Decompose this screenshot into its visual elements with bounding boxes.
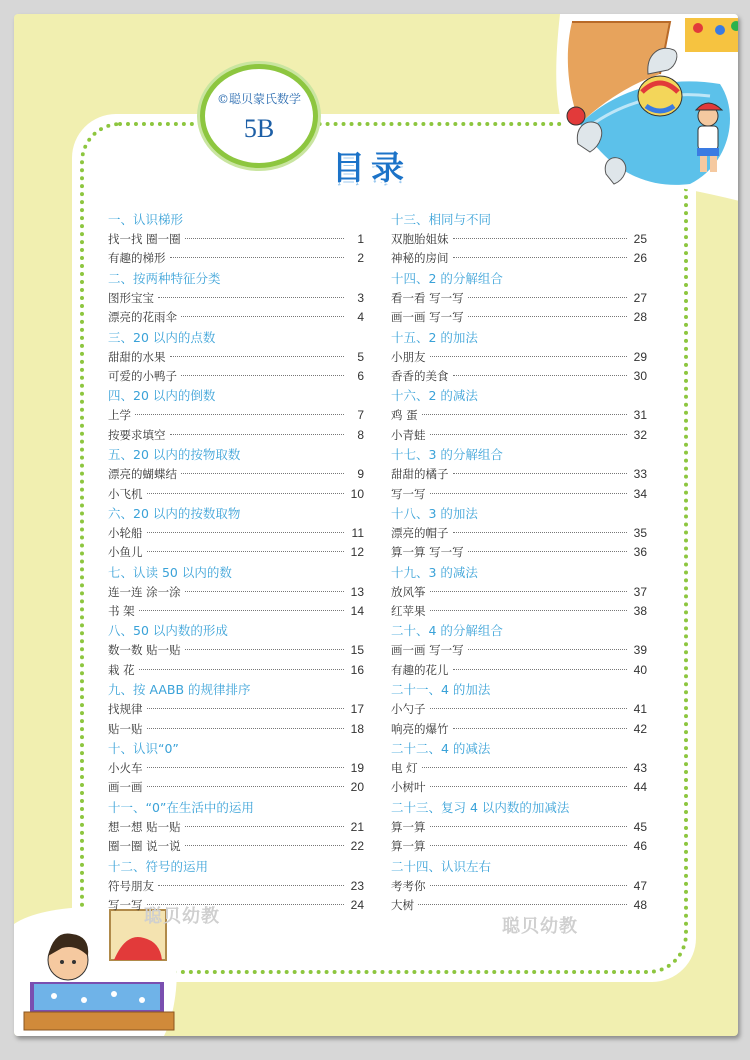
toc-entry-name: 可爱的小鸭子 [108,368,177,383]
toc-section-title: 十四、2 的分解组合 [391,270,503,286]
watermark: 聪贝幼教 [144,906,220,927]
toc-entry [391,778,647,797]
toc-entry-page: 8 [357,427,364,442]
toc-entry-page: 3 [357,290,364,305]
toc-entry [108,465,364,484]
toc-entry [391,641,647,660]
toc-entry-name: 甜甜的橘子 [391,467,449,482]
toc-entry [391,426,647,445]
toc-section-title: 五、20 以内的按物取数 [108,447,241,463]
toc-entry-name: 大树 [391,897,414,912]
toc-entry [391,837,647,856]
toc-entry [108,426,364,445]
toc-entry-name: 写一写 [391,486,426,501]
toc-entry-page: 12 [350,545,364,560]
toc-entry-name: 看一看 写一写 [391,290,464,305]
dot-leader [185,826,344,827]
toc-section-title: 二十四、认识左右 [391,858,492,874]
toc-entry-page: 7 [357,408,364,423]
toc-entry-name: 电 灯 [391,761,418,776]
dot-leader [185,649,344,650]
dot-leader [468,551,627,552]
toc-section-title: 二十一、4 的加法 [391,682,491,698]
toc-entry [108,230,364,249]
dot-leader [430,826,628,827]
toc-section-title: 六、20 以内的按数取物 [108,505,241,521]
toc-section-title: 九、按 AABB 的规律排序 [108,682,251,698]
toc-section-title: 二十二、4 的减法 [391,741,491,757]
dot-leader [147,904,345,905]
toc-entry [391,406,647,425]
toc-entry [391,759,647,778]
toc-section-title: 一、认识梯形 [108,212,184,227]
toc-entry-name: 放风筝 [391,584,426,599]
toc-entry-name: 漂亮的帽子 [391,525,449,540]
dot-leader [453,532,628,533]
toc-entry-name: 小火车 [108,761,143,776]
toc-entry [108,759,364,778]
toc-entry-page: 14 [350,604,364,619]
dot-leader [418,904,627,905]
toc-entry-page: 2 [357,251,364,266]
toc-entry-name: 写一写 [108,897,143,912]
toc-entry-name: 小勺子 [391,702,426,717]
toc-entry [108,348,364,367]
toc-entry-name: 符号朋友 [108,878,154,893]
toc-entry-page: 39 [633,643,647,658]
toc-entry-page: 1 [357,232,364,246]
toc-entry-name: 想一想 贴一贴 [108,819,181,834]
toc-entry [391,877,647,896]
dot-leader [185,238,344,239]
toc-entry-page: 46 [633,839,647,854]
sea-lion-show-illustration [550,14,738,204]
toc-section-title: 七、认读 50 以内的数 [108,564,232,580]
toc-entry [108,641,364,660]
toc-entry-page: 40 [633,662,647,677]
dot-leader [147,767,345,768]
toc-entry-page: 42 [633,721,647,736]
toc-entry-name: 漂亮的蝴蝶结 [108,467,177,482]
toc-entry-page: 30 [633,368,647,383]
dot-leader [453,473,628,474]
toc-entry-page: 10 [350,486,364,501]
toc-entry [391,720,647,739]
toc-entry-name: 小鱼儿 [108,545,143,560]
dot-leader [139,669,344,670]
toc-entry-name: 算一算 写一写 [391,545,464,560]
toc-entry-name: 算一算 [391,839,426,854]
toc-entry [108,583,364,602]
toc-entry-page: 45 [633,819,647,834]
toc-entry [391,818,647,837]
toc-entry-page: 47 [633,878,647,893]
toc-entry-name: 有趣的梯形 [108,251,166,266]
toc-entry-name: 贴一贴 [108,721,143,736]
dot-leader [430,885,628,886]
toc-entry-name: 神秘的房间 [391,251,449,266]
toc-entry-name: 小青蛙 [391,427,426,442]
toc-entry-name: 鸡 蛋 [391,408,418,423]
toc-entry [391,661,647,680]
toc-entry [108,543,364,562]
toc-entry-name: 连一连 涂一涂 [108,584,181,599]
toc-entry-page: 16 [350,662,364,677]
dot-leader [453,669,628,670]
toc-entry-page: 33 [633,467,647,482]
toc-entry-name: 有趣的花儿 [391,662,449,677]
toc-entry [108,308,364,327]
dot-leader [170,257,345,258]
toc-entry-page: 25 [633,232,647,246]
dot-leader [430,610,628,611]
toc-entry-name: 找规律 [108,702,143,717]
dot-leader [139,610,344,611]
toc-entry-page: 43 [633,761,647,776]
toc-entry-page: 26 [633,251,647,266]
toc-entry-name: 书 架 [108,604,135,619]
toc-entry-name: 红苹果 [391,604,426,619]
toc-entry-page: 22 [350,839,364,854]
toc-section-title: 十三、相同与不同 [391,212,492,227]
dot-leader [453,728,628,729]
dot-leader [185,845,344,846]
dot-leader [430,434,628,435]
toc-entry-page: 18 [350,721,364,736]
toc-entry-page: 6 [357,368,364,383]
dot-leader [147,551,345,552]
toc-entry [108,896,364,915]
toc-entry [108,700,364,719]
dot-leader [422,767,627,768]
toc-entry [108,524,364,543]
toc-entry-name: 算一算 [391,819,426,834]
toc-entry-name: 小朋友 [391,349,426,364]
dot-leader [430,493,628,494]
toc-entry [391,348,647,367]
toc-entry-name: 画一画 写一写 [391,310,464,325]
dot-leader [170,356,345,357]
dot-leader [135,414,344,415]
toc-entry-name: 小飞机 [108,486,143,501]
dot-leader [468,649,627,650]
toc-entry-page: 44 [633,780,647,795]
toc-entry-page: 38 [633,604,647,619]
dot-leader [453,238,628,239]
toc-entry-page: 32 [633,427,647,442]
toc-entry-name: 数一数 贴一贴 [108,643,181,658]
toc-entry [391,543,647,562]
toc-entry [108,289,364,308]
toc-section-title: 十六、2 的减法 [391,388,478,404]
toc-entry-name: 甜甜的水果 [108,349,166,364]
toc-section-title: 十五、2 的加法 [391,329,478,345]
toc-section-title: 十八、3 的加法 [391,505,478,521]
page-title: 目录 [332,148,410,187]
toc-entry [391,700,647,719]
dot-leader [181,375,344,376]
toc-section-title: 二、按两种特征分类 [108,270,221,286]
toc-entry-page: 35 [633,525,647,540]
toc-entry-name: 考考你 [391,878,426,893]
dot-leader [430,786,628,787]
toc-entry-page: 31 [633,408,647,423]
toc-entry [108,720,364,739]
toc-entry [108,778,364,797]
toc-entry [108,249,364,268]
dot-leader [158,297,344,298]
dot-leader [430,708,628,709]
toc-entry [108,837,364,856]
toc-section-title: 十七、3 的分解组合 [391,447,503,463]
toc-section-title: 八、50 以内数的形成 [108,623,228,639]
dot-leader [147,708,345,709]
dot-leader [170,434,345,435]
toc-entry-name: 圈一圈 说一说 [108,839,181,854]
toc-entry-page: 24 [350,897,364,912]
toc-section-title: 三、20 以内的点数 [108,329,216,345]
toc-entry [391,602,647,621]
dot-leader [468,316,627,317]
toc-section-title: 二十、4 的分解组合 [391,623,503,639]
toc-entry-page: 28 [633,310,647,325]
dot-leader [430,591,628,592]
toc-entry-page: 11 [351,525,364,540]
toc-entry [108,818,364,837]
dot-leader [147,728,345,729]
toc-entry-page: 27 [633,290,647,305]
toc-section-title: 十九、3 的减法 [391,564,478,580]
toc-section-title: 十一、“0”在生活中的运用 [108,799,254,815]
toc-entry-page: 23 [350,878,364,893]
dot-leader [158,885,344,886]
dot-leader [181,473,344,474]
watermark: 聪贝幼教 [502,916,578,937]
toc-entry-page: 34 [633,486,647,501]
dot-leader [147,786,345,787]
toc-section-title: 十二、符号的运用 [108,858,209,874]
toc-right-column [391,210,647,915]
toc-entry-page: 20 [350,780,364,795]
toc-entry [108,485,364,504]
toc-entry-page: 17 [350,702,364,717]
toc-entry-name: 上学 [108,408,131,423]
dot-leader [468,297,627,298]
toc-left-column [108,210,364,915]
dot-leader [185,591,344,592]
book-page [14,14,738,1036]
dot-leader [453,257,628,258]
toc-entry-page: 36 [633,545,647,560]
badge-grade: 5B [243,114,275,143]
toc-entry-name: 画一画 [108,780,143,795]
toc-entry-name: 小树叶 [391,780,426,795]
toc-entry-page: 29 [633,349,647,364]
toc-entry-name: 栽 花 [108,662,135,677]
toc-entry [391,289,647,308]
toc-entry [391,249,647,268]
toc-entry [391,485,647,504]
toc-section-title: 四、20 以内的倒数 [108,388,216,404]
toc-entry-page: 48 [633,897,647,912]
toc-entry [108,877,364,896]
toc-entry-name: 香香的美食 [391,368,449,383]
toc-entry-page: 21 [350,819,364,834]
toc-entry [108,367,364,386]
badge-brand: ©聪贝蒙氏数学 [216,92,301,106]
dot-leader [430,845,628,846]
dot-leader [453,375,628,376]
toc-entry-name: 图形宝宝 [108,290,154,305]
toc-entry [391,367,647,386]
toc-entry-name: 漂亮的花雨伞 [108,310,177,325]
toc-entry-page: 5 [357,349,364,364]
toc-entry [391,583,647,602]
toc-entry-name: 响亮的爆竹 [391,721,449,736]
toc-entry-page: 41 [633,702,647,717]
toc-entry-page: 4 [357,310,364,325]
toc-entry [108,661,364,680]
toc-entry [391,465,647,484]
dot-leader [181,316,344,317]
dot-leader [430,356,628,357]
toc-entry-name: 小轮船 [108,525,143,540]
series-badge [200,64,318,168]
toc-entry-name: 双胞胎姐妹 [391,232,449,246]
toc-entry-page: 19 [350,761,364,776]
dot-leader [147,493,345,494]
toc-section-title: 二十三、复习 4 以内数的加减法 [391,799,570,815]
toc-section-title: 十、认识“0” [108,741,179,757]
toc-entry-name: 画一画 写一写 [391,643,464,658]
toc-entry [108,602,364,621]
toc-entry-page: 15 [350,643,364,658]
toc-entry-page: 13 [350,584,364,599]
toc-entry-page: 37 [633,584,647,599]
dot-leader [422,414,627,415]
toc-entry [108,406,364,425]
toc-entry [391,896,647,915]
toc-entry [391,524,647,543]
dot-leader [147,532,345,533]
toc-entry-name: 找一找 圈一圈 [108,232,181,246]
toc-entry [391,230,647,249]
toc-entry-name: 按要求填空 [108,427,166,442]
toc-entry-page: 9 [357,467,364,482]
toc-entry [391,308,647,327]
